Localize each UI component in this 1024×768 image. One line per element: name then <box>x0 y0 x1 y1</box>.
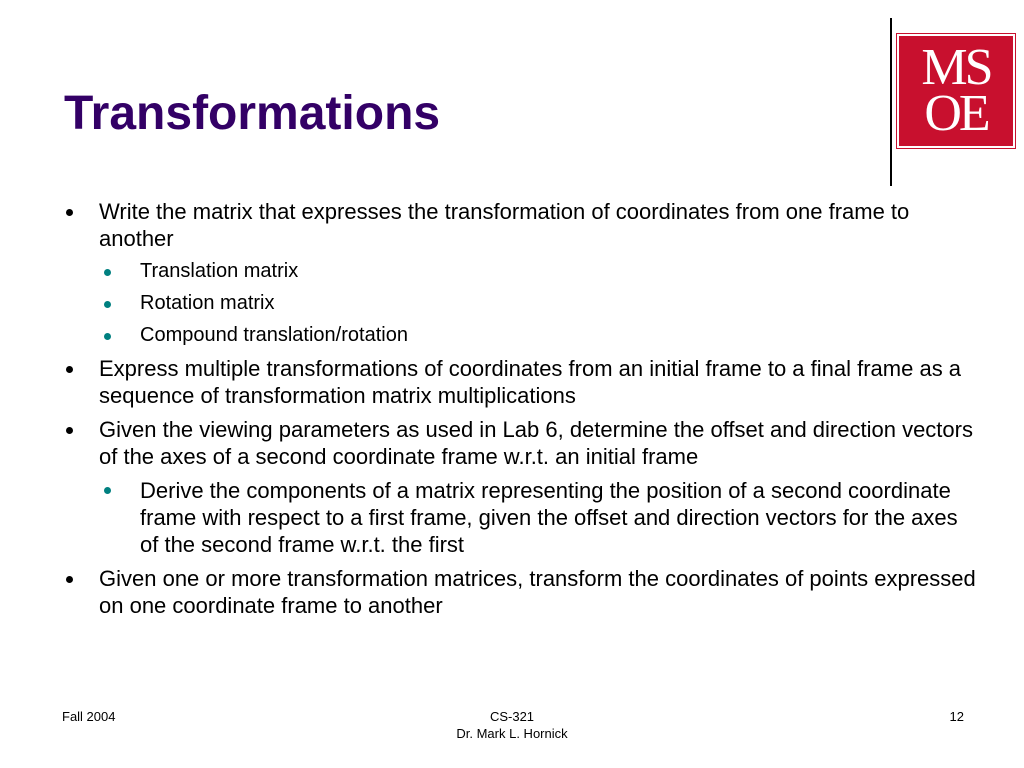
sub-bullet-item <box>60 259 980 284</box>
sub-bullet-text: Rotation matrix <box>140 292 275 314</box>
bullet-text: Write the matrix that expresses the transformation of coordinates from one frame to another <box>99 199 910 251</box>
sub-bullet-item <box>60 477 980 558</box>
bullet-dot-icon <box>66 209 73 216</box>
footer-instructor: Dr. Mark L. Hornick <box>456 726 568 741</box>
sub-bullet-dot-icon <box>104 333 111 340</box>
bullet-dot-icon <box>66 576 73 583</box>
vertical-divider <box>890 18 892 186</box>
bullet-item <box>60 416 980 470</box>
sub-bullet-dot-icon <box>104 269 111 276</box>
bullet-text: Given the viewing parameters as used in Lab 6, determine the offset and direction vectors of the axes of a second coordinate frame w.r.t. an initial frame <box>99 417 973 469</box>
sub-bullet-item <box>60 323 980 348</box>
footer-course-code: CS-321 <box>489 709 535 724</box>
bullet-dot-icon <box>66 427 73 434</box>
footer-date: Fall 2004 <box>62 709 116 724</box>
sub-bullet-text: Translation matrix <box>140 260 299 282</box>
sub-bullet-dot-icon <box>104 487 111 494</box>
sub-bullet-text: Compound translation/rotation <box>140 324 408 346</box>
logo-text-line2: OE <box>924 85 988 142</box>
bullet-text: Given one or more transformation matrices, transform the coordinates of points expressed on one coordinate frame to another <box>99 566 976 618</box>
bullet-item <box>60 355 980 409</box>
msoe-logo <box>897 34 1015 148</box>
logo-text-line1: MS <box>921 39 991 96</box>
sub-bullet-text: Derive the components of a matrix representing the position of a second coordinate frame with respect to a first frame, given the offset and direction vectors for the axes of the second frame w.r.t. the first <box>140 478 958 557</box>
slide-title: Transformations <box>64 87 441 140</box>
bullet-item <box>60 565 980 619</box>
sub-bullet-dot-icon <box>104 301 111 308</box>
slide-number: 12 <box>949 709 964 724</box>
sub-bullet-item <box>60 291 980 316</box>
bullet-dot-icon <box>66 366 73 373</box>
bullet-item <box>60 198 980 252</box>
bullet-text: Express multiple transformations of coordinates from an initial frame to a final frame as a sequence of transformation matrix multiplications <box>99 356 962 408</box>
footer-course <box>412 708 612 742</box>
slide-body <box>60 198 980 626</box>
